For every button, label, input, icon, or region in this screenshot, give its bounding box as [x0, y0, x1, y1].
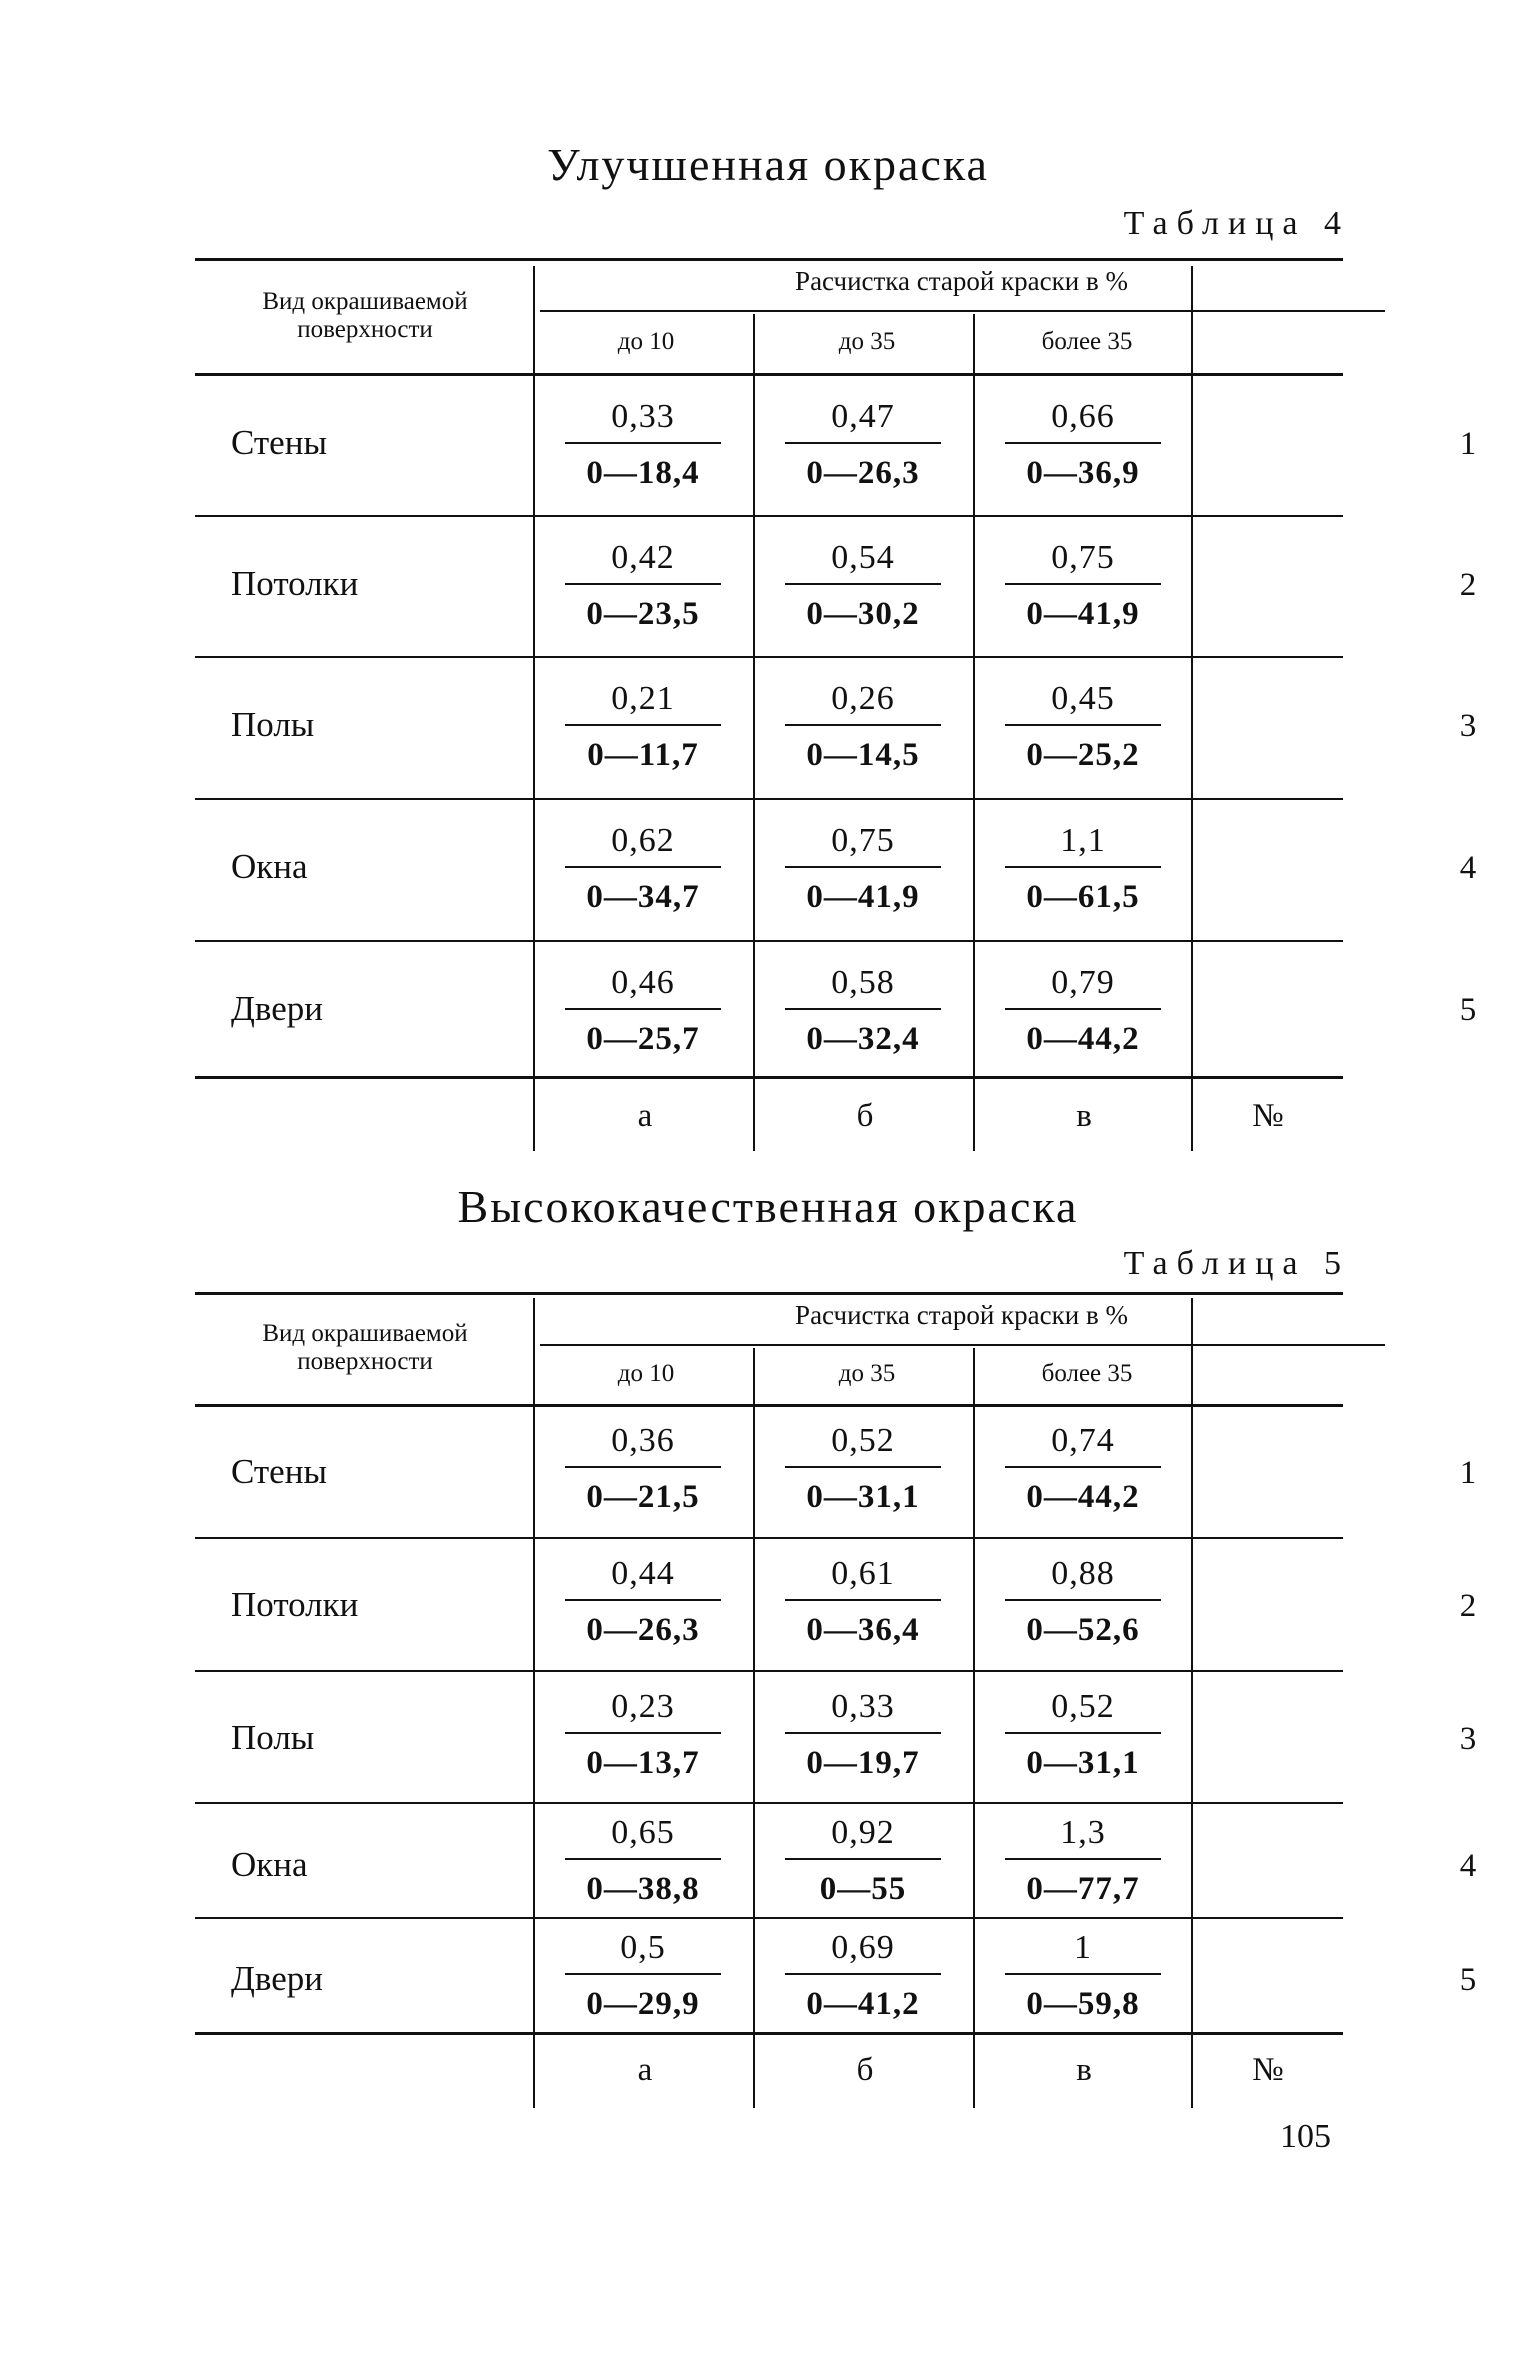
header-group-rule: [540, 1344, 1385, 1346]
row-rule: [195, 1917, 1343, 1919]
cell-denominator: 0—36,9: [1026, 455, 1140, 491]
cell-denominator: 0—52,6: [1026, 1612, 1140, 1648]
cell-denominator: 0—55: [819, 1871, 907, 1907]
cell-denominator: 0—25,7: [586, 1021, 700, 1057]
cell-numerator: 0,58: [831, 964, 895, 1001]
row-number: 3: [1459, 708, 1477, 744]
header-paint-removal: Расчистка старой краски в %: [795, 1300, 1128, 1330]
cell-numerator: 0,44: [611, 1555, 675, 1592]
table-top-rule: [195, 1292, 1343, 1295]
header-col-a: до 10: [617, 328, 675, 355]
row-rule: [195, 515, 1343, 517]
header-group-rule: [540, 310, 1385, 312]
cell-denominator: 0—41,2: [806, 1986, 920, 2022]
cell-denominator: 0—61,5: [1026, 879, 1140, 915]
header-bottom-rule: [195, 1404, 1343, 1407]
cell-numerator: 0,46: [611, 964, 675, 1001]
cell-numerator: 0,54: [831, 539, 895, 576]
cell-denominator: 0—30,2: [806, 596, 920, 632]
footer-col-c: в: [1076, 2052, 1092, 2088]
cell-denominator: 0—25,2: [1026, 737, 1140, 773]
cell-numerator: 0,75: [831, 822, 895, 859]
cell-numerator: 0,45: [1051, 680, 1115, 717]
cell-numerator: 0,52: [831, 1422, 895, 1459]
row-rule: [195, 656, 1343, 658]
fraction-bar: [1005, 1599, 1161, 1601]
vline-4: [1191, 1298, 1193, 2108]
fraction-bar: [565, 1599, 721, 1601]
value-cell: [763, 398, 963, 492]
fraction-bar: [1005, 1466, 1161, 1468]
fraction-bar: [785, 724, 941, 726]
cell-denominator: 0—59,8: [1026, 1986, 1140, 2022]
cell-denominator: 0—38,8: [586, 1871, 700, 1907]
row-label: Потолки: [231, 1585, 359, 1624]
fraction-bar: [565, 1858, 721, 1860]
cell-numerator: 0,92: [831, 1814, 895, 1851]
footer-col-number: №: [1252, 1098, 1284, 1134]
row-rule: [195, 1802, 1343, 1804]
cell-denominator: 0—31,1: [806, 1479, 920, 1515]
cell-denominator: 0—19,7: [806, 1745, 920, 1781]
row-number: 2: [1459, 567, 1477, 603]
fraction-bar: [565, 1732, 721, 1734]
value-cell: [543, 398, 743, 492]
fraction-bar: [785, 1466, 941, 1468]
fraction-bar: [785, 1008, 941, 1010]
table-4: [195, 258, 1477, 1158]
cell-numerator: 0,33: [611, 398, 675, 435]
cell-numerator: 0,69: [831, 1929, 895, 1966]
cell-numerator: 1: [1074, 1929, 1092, 1966]
fraction-bar: [1005, 442, 1161, 444]
table-5: [195, 1292, 1477, 2112]
cell-numerator: 0,62: [611, 822, 675, 859]
cell-numerator: 0,5: [620, 1929, 666, 1966]
cell-numerator: 0,61: [831, 1555, 895, 1592]
vline-2: [753, 314, 755, 1151]
cell-numerator: 1,1: [1060, 822, 1106, 859]
fraction-bar: [565, 583, 721, 585]
value-cell: [983, 398, 1183, 492]
value-cell: [763, 680, 963, 774]
cell-numerator: 0,65: [611, 1814, 675, 1851]
cell-denominator: 0—41,9: [806, 879, 920, 915]
fraction-bar: [1005, 1858, 1161, 1860]
page-number: 105: [1280, 2118, 1331, 2155]
cell-denominator: 0—21,5: [586, 1479, 700, 1515]
value-cell: [983, 539, 1183, 633]
footer-col-b: б: [856, 2052, 874, 2088]
row-label: Потолки: [231, 564, 359, 603]
cell-numerator: 0,74: [1051, 1422, 1115, 1459]
row-label: Двери: [231, 989, 323, 1028]
fraction-bar: [785, 1973, 941, 1975]
cell-numerator: 0,47: [831, 398, 895, 435]
value-cell: [983, 1814, 1183, 1908]
value-cell: [543, 1688, 743, 1782]
row-label: Стены: [231, 1452, 327, 1491]
value-cell: [763, 1929, 963, 2023]
value-cell: [983, 1929, 1183, 2023]
cell-denominator: 0—77,7: [1026, 1871, 1140, 1907]
cell-numerator: 1,3: [1060, 1814, 1106, 1851]
section-title-improved: Улучшенная окраска: [547, 139, 989, 190]
vline-1: [533, 1298, 535, 2108]
cell-denominator: 0—34,7: [586, 879, 700, 915]
fraction-bar: [785, 1599, 941, 1601]
footer-col-a: а: [637, 1098, 653, 1134]
header-col-a: до 10: [617, 1360, 675, 1387]
row-rule: [195, 1670, 1343, 1672]
vline-3: [973, 314, 975, 1151]
value-cell: [983, 964, 1183, 1058]
cell-numerator: 0,33: [831, 1688, 895, 1725]
fraction-bar: [565, 1973, 721, 1975]
value-cell: [763, 1422, 963, 1516]
row-number: 4: [1459, 1848, 1477, 1884]
cell-numerator: 0,21: [611, 680, 675, 717]
fraction-bar: [565, 724, 721, 726]
section-title-high-quality: Высококачественная окраска: [457, 1181, 1079, 1232]
cell-numerator: 0,23: [611, 1688, 675, 1725]
value-cell: [543, 539, 743, 633]
value-cell: [983, 1422, 1183, 1516]
value-cell: [543, 822, 743, 916]
header-col-b: до 35: [838, 328, 896, 355]
table-top-rule: [195, 258, 1343, 261]
row-label: Двери: [231, 1959, 323, 1998]
row-number: 5: [1459, 1962, 1477, 1998]
cell-numerator: 0,75: [1051, 539, 1115, 576]
row-number: 1: [1459, 426, 1477, 462]
value-cell: [543, 1555, 743, 1649]
cell-denominator: 0—32,4: [806, 1021, 920, 1057]
cell-numerator: 0,36: [611, 1422, 675, 1459]
header-surface-type: Вид окрашиваемой поверхности: [262, 1320, 468, 1375]
fraction-bar: [785, 1858, 941, 1860]
value-cell: [763, 1555, 963, 1649]
vline-1: [533, 266, 535, 1151]
row-number: 5: [1459, 992, 1477, 1028]
cell-numerator: 0,26: [831, 680, 895, 717]
fraction-bar: [1005, 1008, 1161, 1010]
row-label: Стены: [231, 423, 327, 462]
header-paint-removal: Расчистка старой краски в %: [795, 266, 1128, 296]
row-label: Полы: [231, 1718, 315, 1757]
row-rule: [195, 940, 1343, 942]
value-cell: [543, 1814, 743, 1908]
fraction-bar: [565, 1008, 721, 1010]
table-label-5: Таблица 5: [1123, 1245, 1350, 1282]
cell-denominator: 0—29,9: [586, 1986, 700, 2022]
header-surface-type: Вид окрашиваемой поверхности: [262, 288, 468, 343]
fraction-bar: [1005, 583, 1161, 585]
value-cell: [543, 1929, 743, 2023]
cell-denominator: 0—36,4: [806, 1612, 920, 1648]
fraction-bar: [565, 1466, 721, 1468]
value-cell: [543, 964, 743, 1058]
value-cell: [983, 1555, 1183, 1649]
fraction-bar: [785, 442, 941, 444]
row-label: Окна: [231, 1845, 308, 1884]
header-bottom-rule: [195, 373, 1343, 376]
footer-col-a: а: [637, 2052, 653, 2088]
cell-numerator: 0,88: [1051, 1555, 1115, 1592]
cell-denominator: 0—26,3: [586, 1612, 700, 1648]
table-label-4: Таблица 4: [1123, 205, 1350, 242]
fraction-bar: [1005, 1732, 1161, 1734]
value-cell: [983, 680, 1183, 774]
value-cell: [543, 1422, 743, 1516]
row-rule: [195, 1537, 1343, 1539]
table-bottom-rule: [195, 1076, 1343, 1079]
header-col-c: более 35: [1041, 328, 1133, 355]
footer-col-c: в: [1076, 1098, 1092, 1134]
fraction-bar: [1005, 1973, 1161, 1975]
cell-denominator: 0—44,2: [1026, 1479, 1140, 1515]
cell-denominator: 0—23,5: [586, 596, 700, 632]
fraction-bar: [785, 866, 941, 868]
row-number: 4: [1459, 850, 1477, 886]
value-cell: [983, 822, 1183, 916]
fraction-bar: [785, 1732, 941, 1734]
row-label: Полы: [231, 705, 315, 744]
footer-col-number: №: [1252, 2052, 1284, 2088]
cell-numerator: 0,52: [1051, 1688, 1115, 1725]
value-cell: [763, 539, 963, 633]
cell-denominator: 0—26,3: [806, 455, 920, 491]
row-number: 1: [1459, 1455, 1477, 1491]
header-col-b: до 35: [838, 1360, 896, 1387]
cell-numerator: 0,79: [1051, 964, 1115, 1001]
cell-numerator: 0,42: [611, 539, 675, 576]
value-cell: [543, 680, 743, 774]
value-cell: [983, 1688, 1183, 1782]
header-col-c: более 35: [1041, 1360, 1133, 1387]
fraction-bar: [1005, 724, 1161, 726]
cell-denominator: 0—18,4: [586, 455, 700, 491]
value-cell: [763, 1814, 963, 1908]
row-number: 3: [1459, 1721, 1477, 1757]
cell-numerator: 0,66: [1051, 398, 1115, 435]
cell-denominator: 0—41,9: [1026, 596, 1140, 632]
cell-denominator: 0—14,5: [806, 737, 920, 773]
fraction-bar: [1005, 866, 1161, 868]
value-cell: [763, 822, 963, 916]
value-cell: [763, 1688, 963, 1782]
footer-col-b: б: [856, 1098, 874, 1134]
vline-3: [973, 1348, 975, 2108]
value-cell: [763, 964, 963, 1058]
cell-denominator: 0—11,7: [587, 737, 699, 773]
vline-2: [753, 1348, 755, 2108]
fraction-bar: [565, 866, 721, 868]
row-rule: [195, 798, 1343, 800]
row-number: 2: [1459, 1588, 1477, 1624]
cell-denominator: 0—44,2: [1026, 1021, 1140, 1057]
table-bottom-rule: [195, 2032, 1343, 2035]
cell-denominator: 0—13,7: [586, 1745, 700, 1781]
fraction-bar: [785, 583, 941, 585]
row-label: Окна: [231, 847, 308, 886]
cell-denominator: 0—31,1: [1026, 1745, 1140, 1781]
fraction-bar: [565, 442, 721, 444]
vline-4: [1191, 266, 1193, 1151]
